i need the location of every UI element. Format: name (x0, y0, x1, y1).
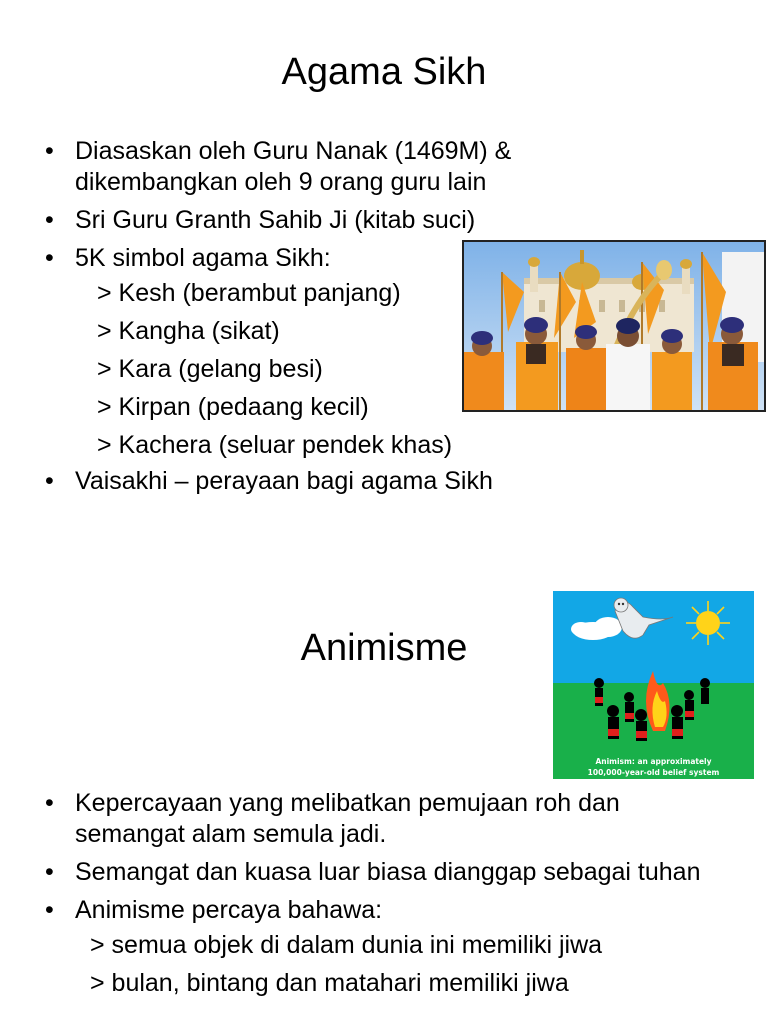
bullet-spirits-gods: • Semangat dan kuasa luar biasa dianggap sebagai tuhan (45, 857, 735, 888)
bullet-beliefs: • Animisme percaya bahawa: (45, 895, 735, 926)
bullet-holy-book: • Sri Guru Granth Sahib Ji (kitab suci) (45, 205, 735, 236)
bullet-list (45, 788, 735, 1002)
bullet-vaisakhi: • Vaisakhi – perayaan bagi agama Sikh (45, 466, 735, 497)
belief-celestial-souls: > bulan, bintang dan matahari memiliki jiwa (90, 969, 569, 997)
symbol-kara: > Kara (gelang besi) (97, 355, 323, 383)
slide-title: Animisme (300, 627, 468, 669)
belief-objects-have-souls: > semua objek di dalam dunia ini memiliki jiwa (90, 931, 603, 959)
bullet-5k-symbols: • 5K simbol agama Sikh: (45, 243, 735, 274)
animism-illustration (553, 591, 754, 779)
animism-caption-line-1: Animism: an approximately (595, 757, 712, 766)
bullet-founder: • Diasaskan oleh Guru Nanak (1469M) & dikembangkan oleh 9 orang guru lain (45, 136, 635, 198)
bullet-definition: • Kepercayaan yang melibatkan pemujaan roh dan semangat alam semula jadi. (45, 788, 735, 850)
symbol-kesh: > Kesh (berambut panjang) (97, 279, 401, 307)
animism-caption-line-2: 100,000-year-old belief system (587, 768, 720, 777)
symbol-kachera: > Kachera (seluar pendek khas) (97, 431, 453, 459)
sikh-procession-photo (462, 240, 766, 412)
symbol-kangha: > Kangha (sikat) (97, 317, 280, 345)
slide-title: Agama Sikh (281, 51, 487, 93)
symbol-kirpan: > Kirpan (pedaang kecil) (97, 393, 369, 421)
